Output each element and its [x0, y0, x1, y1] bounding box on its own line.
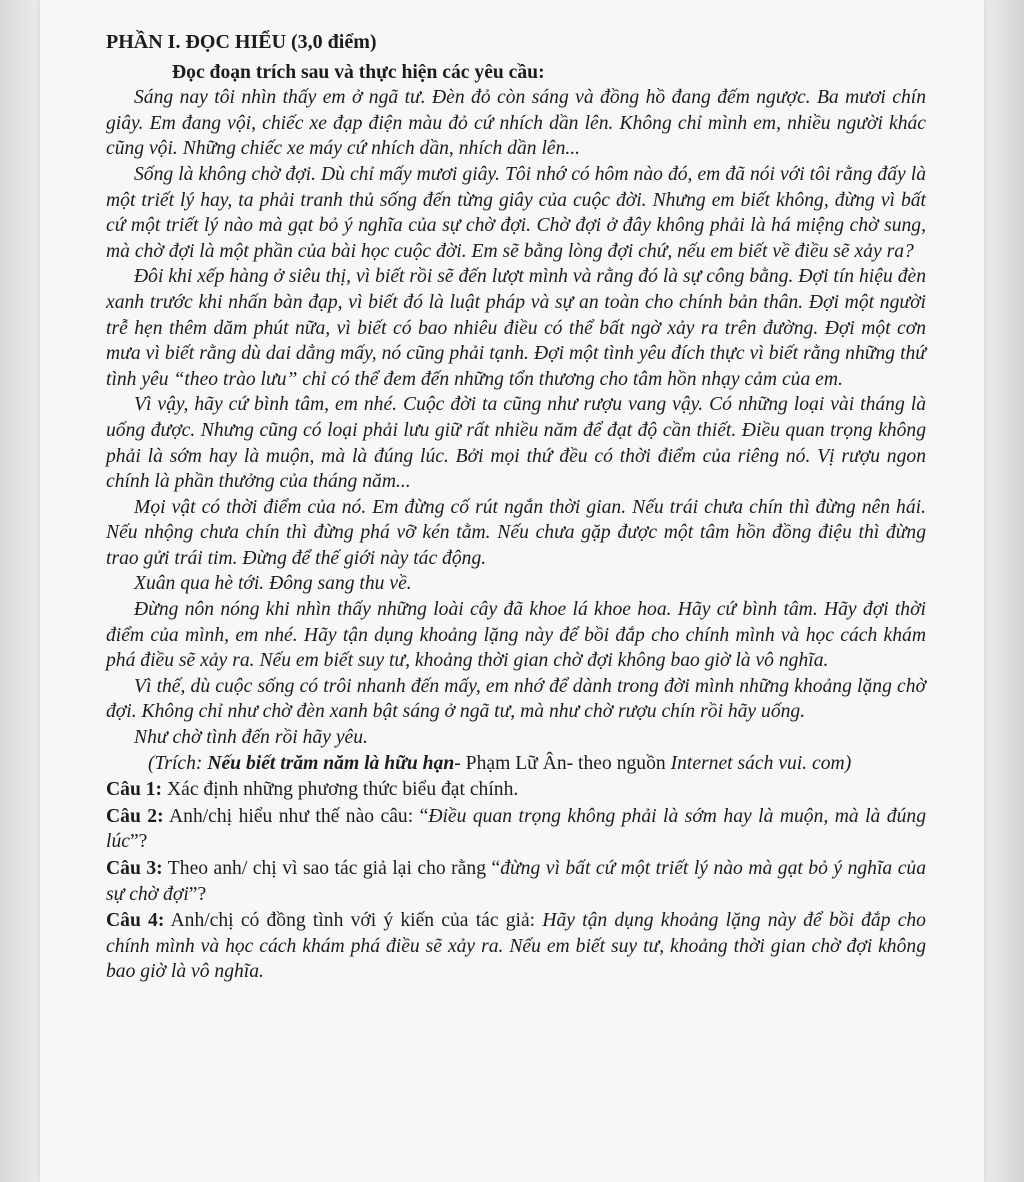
background-right-edge — [984, 0, 1024, 1182]
question-quote: đừng vì bất cứ một triết lý nào mà gạt bỏ ý nghĩa của sự chờ đợi — [106, 858, 926, 905]
source-author: - Phạm Lữ Ân- theo nguồn — [454, 752, 671, 774]
source-citation — [106, 751, 926, 777]
question-1 — [106, 777, 926, 803]
passage-paragraph-5: Mọi vật có thời điểm của nó. Em đừng cố rút ngắn thời gian. Nếu trái chưa chín thì đừng nên hái. Nếu nhộng chưa chín thì đừng phá vỡ kén tằm. Nếu chưa gặp được một tâm hồn đồng điệu thì đừng trao gửi trái tim. Đừng để thế giới này tác động. — [106, 496, 926, 569]
passage-paragraph-6: Xuân qua hè tới. Đông sang thu về. — [134, 573, 412, 595]
source-prefix: (Trích: — [148, 752, 208, 774]
question-4 — [106, 908, 926, 985]
passage-paragraph-8: Vì thế, dù cuộc sống có trôi nhanh đến mấy, em nhớ để dành trong đời mình những khoảng lặng chờ đợi. Không chỉ như chờ đèn xanh bật sáng ở ngã tư, mà như chờ rượu chín rồi hãy uống. — [106, 675, 926, 723]
source-title: Nếu biết trăm năm là hữu hạn — [207, 752, 455, 774]
question-text: Theo anh/ chị vì sao tác giả lại cho rằng “ — [162, 858, 501, 879]
question-text: Xác định những phương thức biểu đạt chính. — [162, 779, 519, 801]
passage-paragraph-3: Đôi khi xếp hàng ở siêu thị, vì biết rồi sẽ đến lượt mình và rằng đó là sự công bằng. Đợi tín hiệu đèn xanh trước khi nhấn bàn đạp, vì biết đó là luật pháp và sự an toàn cho chính bản thân. Đợi một người trễ hẹn thêm dăm phút nữa, vì biết có bao nhiêu điều có thể bất ngờ xảy ra trên đường. Đợi một cơn mưa vì biết rằng dù dai dẳng mấy, nó cũng phải tạnh. Đợi một tình yêu đích thực vì biết rằng những thứ tình yêu “theo trào lưu” chỉ có thể đem đến những tổn thương cho tâm hồn nhạy cảm của em. — [106, 266, 926, 390]
question-text: Anh/chị hiểu như thế nào câu: “ — [163, 805, 429, 827]
passage-paragraph-9: Như chờ tình đến rồi hãy yêu. — [134, 727, 368, 749]
background-left-edge — [0, 0, 40, 1182]
question-text: Anh/chị có đồng tình với ý kiến của tác giả: — [164, 910, 543, 932]
instruction: Đọc đoạn trích sau và thực hiện các yêu cầu: — [172, 61, 545, 83]
passage-paragraph-1: Sáng nay tôi nhìn thấy em ở ngã tư. Đèn đỏ còn sáng và đồng hồ đang đếm ngược. Ba mươi chín giây. Em đang vội, chiếc xe đạp điện màu đỏ cứ nhích dần lên. Không chỉ mình em, nhiều người khác cũng vội. Những chiếc xe máy cứ nhích dần, nhích dần lên... — [106, 87, 926, 160]
question-label: Câu 2: — [106, 805, 164, 827]
question-tail: ”? — [129, 831, 148, 853]
question-label: Câu 1: — [106, 779, 163, 801]
document-content — [106, 30, 926, 985]
question-quote: Hãy tận dụng khoảng lặng này để bồi đắp cho chính mình và học cách khám phá điều sẽ xảy ra. Nếu em biết suy tư, khoảng thời gian chờ đợi không bao giờ là vô nghĩa. — [106, 910, 926, 983]
question-2 — [106, 804, 926, 855]
question-3 — [106, 856, 926, 907]
passage-paragraph-4: Vì vậy, hãy cứ bình tâm, em nhé. Cuộc đời ta cũng như rượu vang vậy. Có những loại vài tháng là uống được. Nhưng cũng có loại phải lưu giữ rất nhiều năm để đạt độ cần thiết. Điều quan trọng không phải là sớm hay là muộn, mà là đúng lúc. Bởi mọi thứ đều có thời điểm của riêng nó. Vị rượu ngon chính là phần thưởng của tháng năm... — [106, 394, 926, 493]
source-site: Internet sách vui. com) — [670, 752, 852, 774]
question-quote: Điều quan trọng không phải là sớm hay là muộn, mà là đúng lúc — [106, 805, 926, 853]
section-title: PHẦN I. ĐỌC HIỂU (3,0 điểm) — [106, 31, 377, 53]
question-label: Câu 3: — [106, 858, 163, 879]
question-tail: ”? — [188, 883, 207, 905]
passage-paragraph-7: Đừng nôn nóng khi nhìn thấy những loài cây đã khoe lá khoe hoa. Hãy cứ bình tâm. Hãy đợi thời điểm của mình, em nhé. Hãy tận dụng khoảng lặng này để bồi đắp cho chính mình và học cách khám phá điều sẽ xảy ra. Nếu em biết suy tư, khoảng thời gian chờ đợi không bao giờ là vô nghĩa. — [106, 599, 926, 672]
passage-paragraph-2: Sống là không chờ đợi. Dù chỉ mấy mươi giây. Tôi nhớ có hôm nào đó, em đã nói với tôi rằng đấy là một triết lý hay, ta phải tranh thủ sống đến từng giây của cuộc đời. Nhưng em biết không, đừng vì bất cứ một triết lý nào mà gạt bỏ ý nghĩa của sự chờ đợi. Chờ đợi ở đây không phải là há miệng chờ sung, mà chờ đợi là một phần của bài học cuộc đời. Em sẽ bằng lòng đợi chứ, nếu em biết về điều sẽ xảy ra? — [106, 163, 926, 262]
question-label: Câu 4: — [106, 910, 165, 932]
